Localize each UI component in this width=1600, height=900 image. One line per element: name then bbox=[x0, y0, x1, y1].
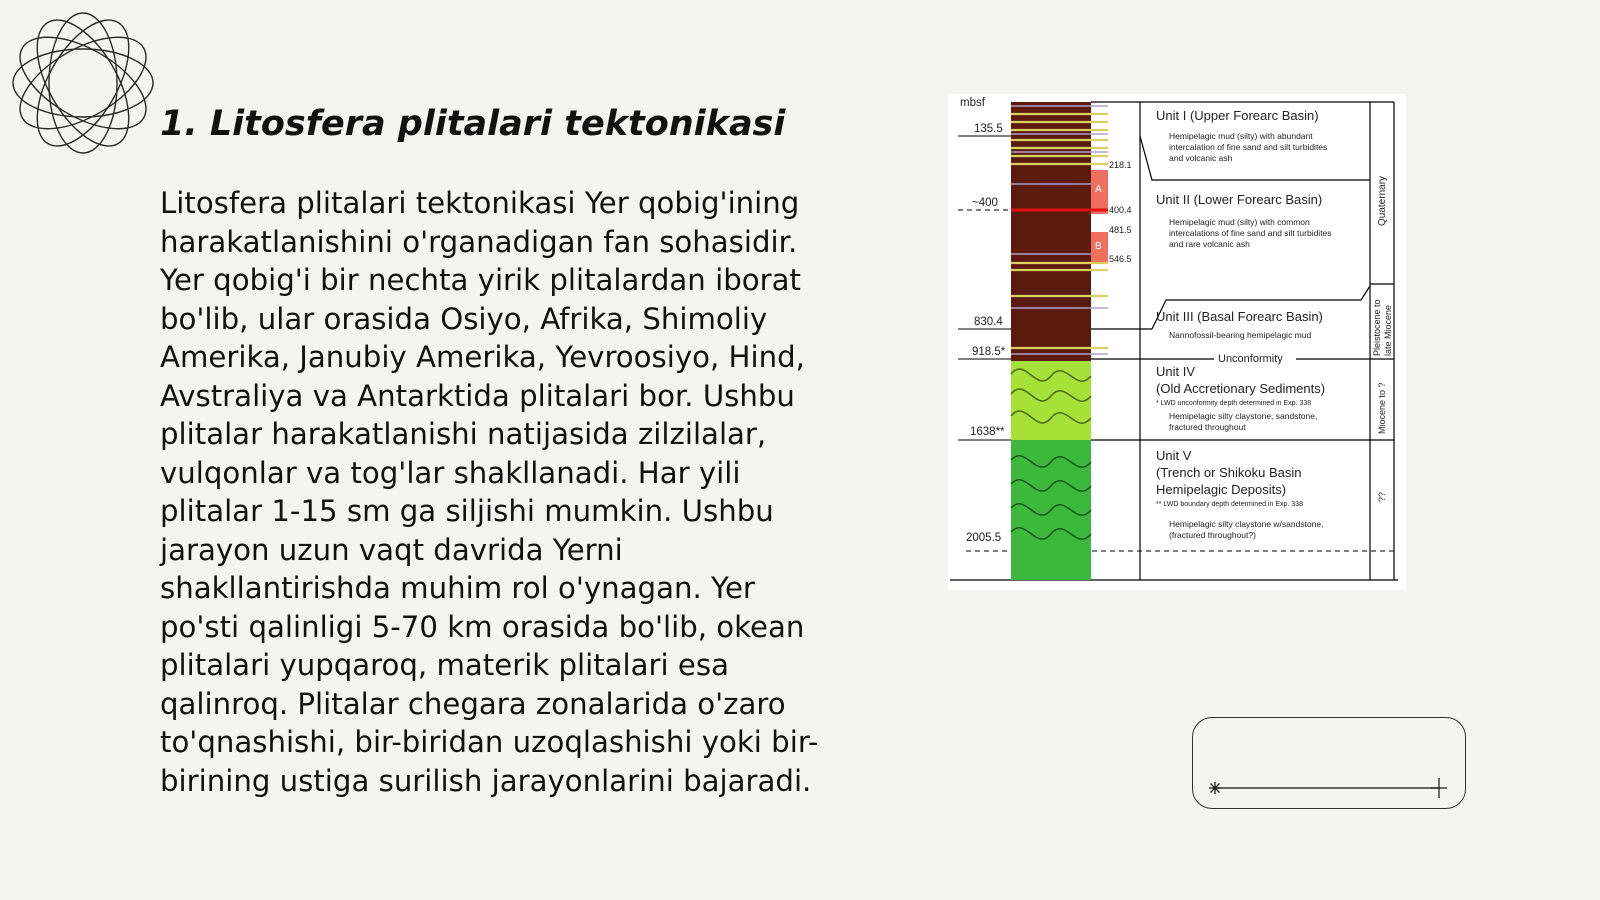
subunit-label: A bbox=[1095, 184, 1102, 195]
unit-desc-line: Hemipelagic silty claystone, sandstone, bbox=[1169, 411, 1318, 421]
unit-title: (Old Accretionary Sediments) bbox=[1156, 381, 1326, 396]
depth-label: 135.5 bbox=[974, 123, 1003, 135]
slide-paragraph bbox=[160, 184, 850, 800]
unit-desc-line: Hemipelagic mud (silty) with common bbox=[1169, 217, 1310, 227]
paragraph-line: po'sti qalinligi 5-70 km orasida bo'lib, okean bbox=[160, 609, 805, 644]
unit-desc-line: intercalation of fine sand and silt turbidites bbox=[1169, 142, 1328, 152]
stratigraphic-column-figure bbox=[948, 94, 1406, 590]
depth-label: 1638** bbox=[970, 426, 1005, 438]
unit-title: Unit I (Upper Forearc Basin) bbox=[1156, 108, 1319, 123]
unit-desc-line: (fractured throughout?) bbox=[1169, 530, 1256, 540]
unit-title: Unit IV bbox=[1156, 364, 1196, 379]
paragraph-line: Litosfera plitalari tektonikasi Yer qobig'ining bbox=[160, 186, 800, 220]
paragraph-line: Amerika, Janubiy Amerika, Yevroosiyo, Hind, bbox=[160, 340, 805, 374]
paragraph-line: birining ustiga surilish jarayonlarini bajaradi. bbox=[160, 763, 812, 798]
unit-desc-line: and rare volcanic ash bbox=[1169, 239, 1250, 249]
unit-title: Unit V bbox=[1156, 448, 1192, 463]
paragraph-line: jarayon uzun vaqt davrida Yerni bbox=[160, 532, 623, 567]
marker-depth: 400.4 bbox=[1109, 205, 1132, 215]
paragraph-line: plitalari yupqaroq, materik plitalari esa bbox=[160, 648, 729, 682]
paragraph-line: to'qnashishi, bir-biridan uzoqlashishi yoki bir- bbox=[160, 725, 819, 759]
unit-note: ** LWD boundary depth determined in Exp. 338 bbox=[1156, 501, 1303, 508]
age-label: Miocene to ? bbox=[1377, 382, 1387, 434]
marker-depth: 218.1 bbox=[1109, 160, 1132, 170]
paragraph-line: bo'lib, ular orasida Osiyo, Afrika, Shimoliy bbox=[160, 301, 768, 336]
paragraph-line: shakllantirishda muhim rol o'ynagan. Yer bbox=[160, 571, 755, 605]
marker-depth: 481.5 bbox=[1109, 225, 1132, 235]
unit-desc-line: Hemipelagic silty claystone w/sandstone, bbox=[1169, 519, 1324, 529]
paragraph-line: harakatlanishini o'rganadigan fan sohasidir. bbox=[160, 224, 798, 259]
paragraph-line: vulqonlar va tog'lar shakllanadi. Har yili bbox=[160, 455, 741, 490]
slide-title: 1. Litosfera plitalari tektonikasi bbox=[160, 104, 786, 144]
slide-progress-track bbox=[1193, 718, 1467, 810]
age-label: late Miocene bbox=[1383, 304, 1393, 356]
slide-progress-box bbox=[1192, 717, 1466, 809]
marker-depth: 546.5 bbox=[1109, 254, 1132, 264]
paragraph-line: Yer qobig'i bir nechta yirik plitalardan iborat bbox=[160, 263, 801, 297]
paragraph-line: plitalar harakatlanishi natijasida zilzilalar, bbox=[160, 417, 767, 451]
unit-desc-line: Nannofossil-bearing hemipelagic mud bbox=[1169, 330, 1312, 340]
paragraph-line: Avstraliya va Antarktida plitalari bor. Ushbu bbox=[160, 378, 795, 413]
depth-unit-label: mbsf bbox=[960, 97, 985, 109]
depth-label: 918.5* bbox=[972, 346, 1006, 358]
unit-desc-line: intercalations of fine sand and silt turbidites bbox=[1169, 228, 1332, 238]
depth-label: 2005.5 bbox=[966, 532, 1002, 544]
paragraph-line: qalinroq. Plitalar chegara zonalarida o'zaro bbox=[160, 686, 786, 721]
unit-title: Unit II (Lower Forearc Basin) bbox=[1156, 192, 1323, 207]
unit-title: (Trench or Shikoku Basin bbox=[1156, 465, 1302, 480]
unit-title: Unit III (Basal Forearc Basin) bbox=[1156, 309, 1323, 324]
unit-desc-line: Hemipelagic mud (silty) with abundant bbox=[1169, 131, 1313, 141]
paragraph-line: plitalar 1-15 sm ga siljishi mumkin. Ushbu bbox=[160, 494, 774, 528]
age-label: Quaternary bbox=[1377, 175, 1388, 226]
age-label: ?? bbox=[1377, 491, 1387, 502]
subunit-label: B bbox=[1095, 241, 1102, 252]
depth-label: ~400 bbox=[972, 197, 998, 209]
unit-title: Hemipelagic Deposits) bbox=[1156, 482, 1287, 497]
depth-label: 830.4 bbox=[974, 316, 1003, 328]
unit-desc-line: and volcanic ash bbox=[1169, 153, 1233, 163]
unit-note: * LWD unconformity depth determined in Exp. 338 bbox=[1156, 400, 1312, 407]
unit-desc-line: fractured throughout bbox=[1169, 422, 1246, 432]
unconformity-label: Unconformity bbox=[1218, 353, 1283, 365]
sun-icon bbox=[1209, 782, 1221, 794]
sparkle-icon bbox=[1431, 778, 1447, 798]
age-label: Pleistocene to bbox=[1372, 299, 1382, 356]
ornament-logo bbox=[8, 8, 158, 158]
